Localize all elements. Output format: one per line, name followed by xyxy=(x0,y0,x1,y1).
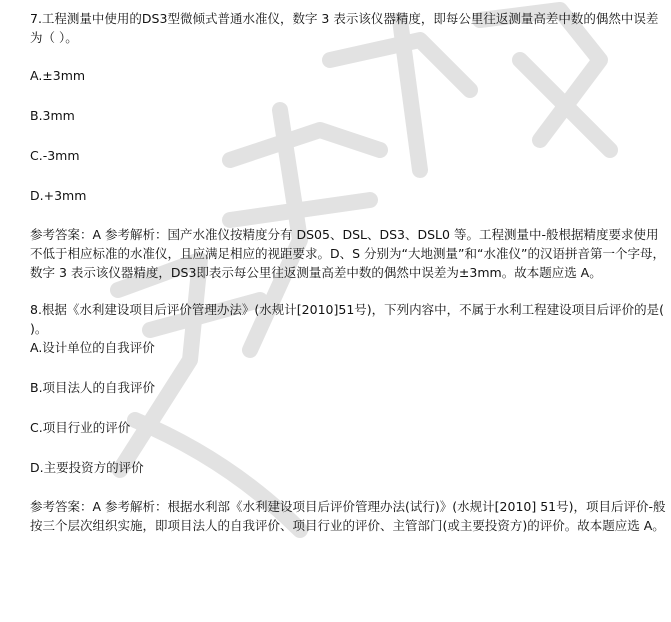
question-7-option-a: A.±3mm xyxy=(30,68,86,83)
question-content xyxy=(30,9,666,535)
question-7-option-b: B.3mm xyxy=(30,108,75,123)
question-7-option-c: C.-3mm xyxy=(30,148,80,163)
question-7-answer-analysis: 参考答案：A 参考解析：国产水准仪按精度分有 DS05、DSL、DS3、DSL0 等。工程测量中-般根据精度要求使用不低于相应标准的水准仪，且应满足相应的视距要求。D、S 分别为“大地测量”和“水准仪”的汉语拼音第一个字母，数字 3 表示该仪器精度，DS3即表示每公里往返测量高差中数的偶然中误差为±3mm。故本题应选 A。 xyxy=(30,227,665,280)
question-7-option-d: D.+3mm xyxy=(30,188,87,203)
question-8-option-b: B.项目法人的自我评价 xyxy=(30,380,156,395)
question-8-option-d: D.主要投资方的评价 xyxy=(30,460,144,475)
question-8-answer-analysis: 参考答案：A 参考解析：根据水利部《水利建设项目后评价管理办法(试行)》(水规计[2010] 51号)，项目后评价-般按三个层次组织实施，即项目法人的自我评价、项目行业的评价、主管部门(或主要投资方)的评价。故本题应选 A。 xyxy=(30,499,666,533)
question-7-stem: 7.工程测量中使用的DS3型微倾式普通水准仪，数字 3 表示该仪器精度，即每公里往返测量高差中数的偶然中误差为（ ）。 xyxy=(30,11,659,45)
question-8-option-a: A.设计单位的自我评价 xyxy=(30,340,155,355)
question-8-stem: 8.根据《水利建设项目后评价管理办法》(水规计[2010]51号)，下列内容中，不属于水利工程建设项目后评价的是( )。 xyxy=(30,302,665,336)
question-8-option-c: C.项目行业的评价 xyxy=(30,420,131,435)
